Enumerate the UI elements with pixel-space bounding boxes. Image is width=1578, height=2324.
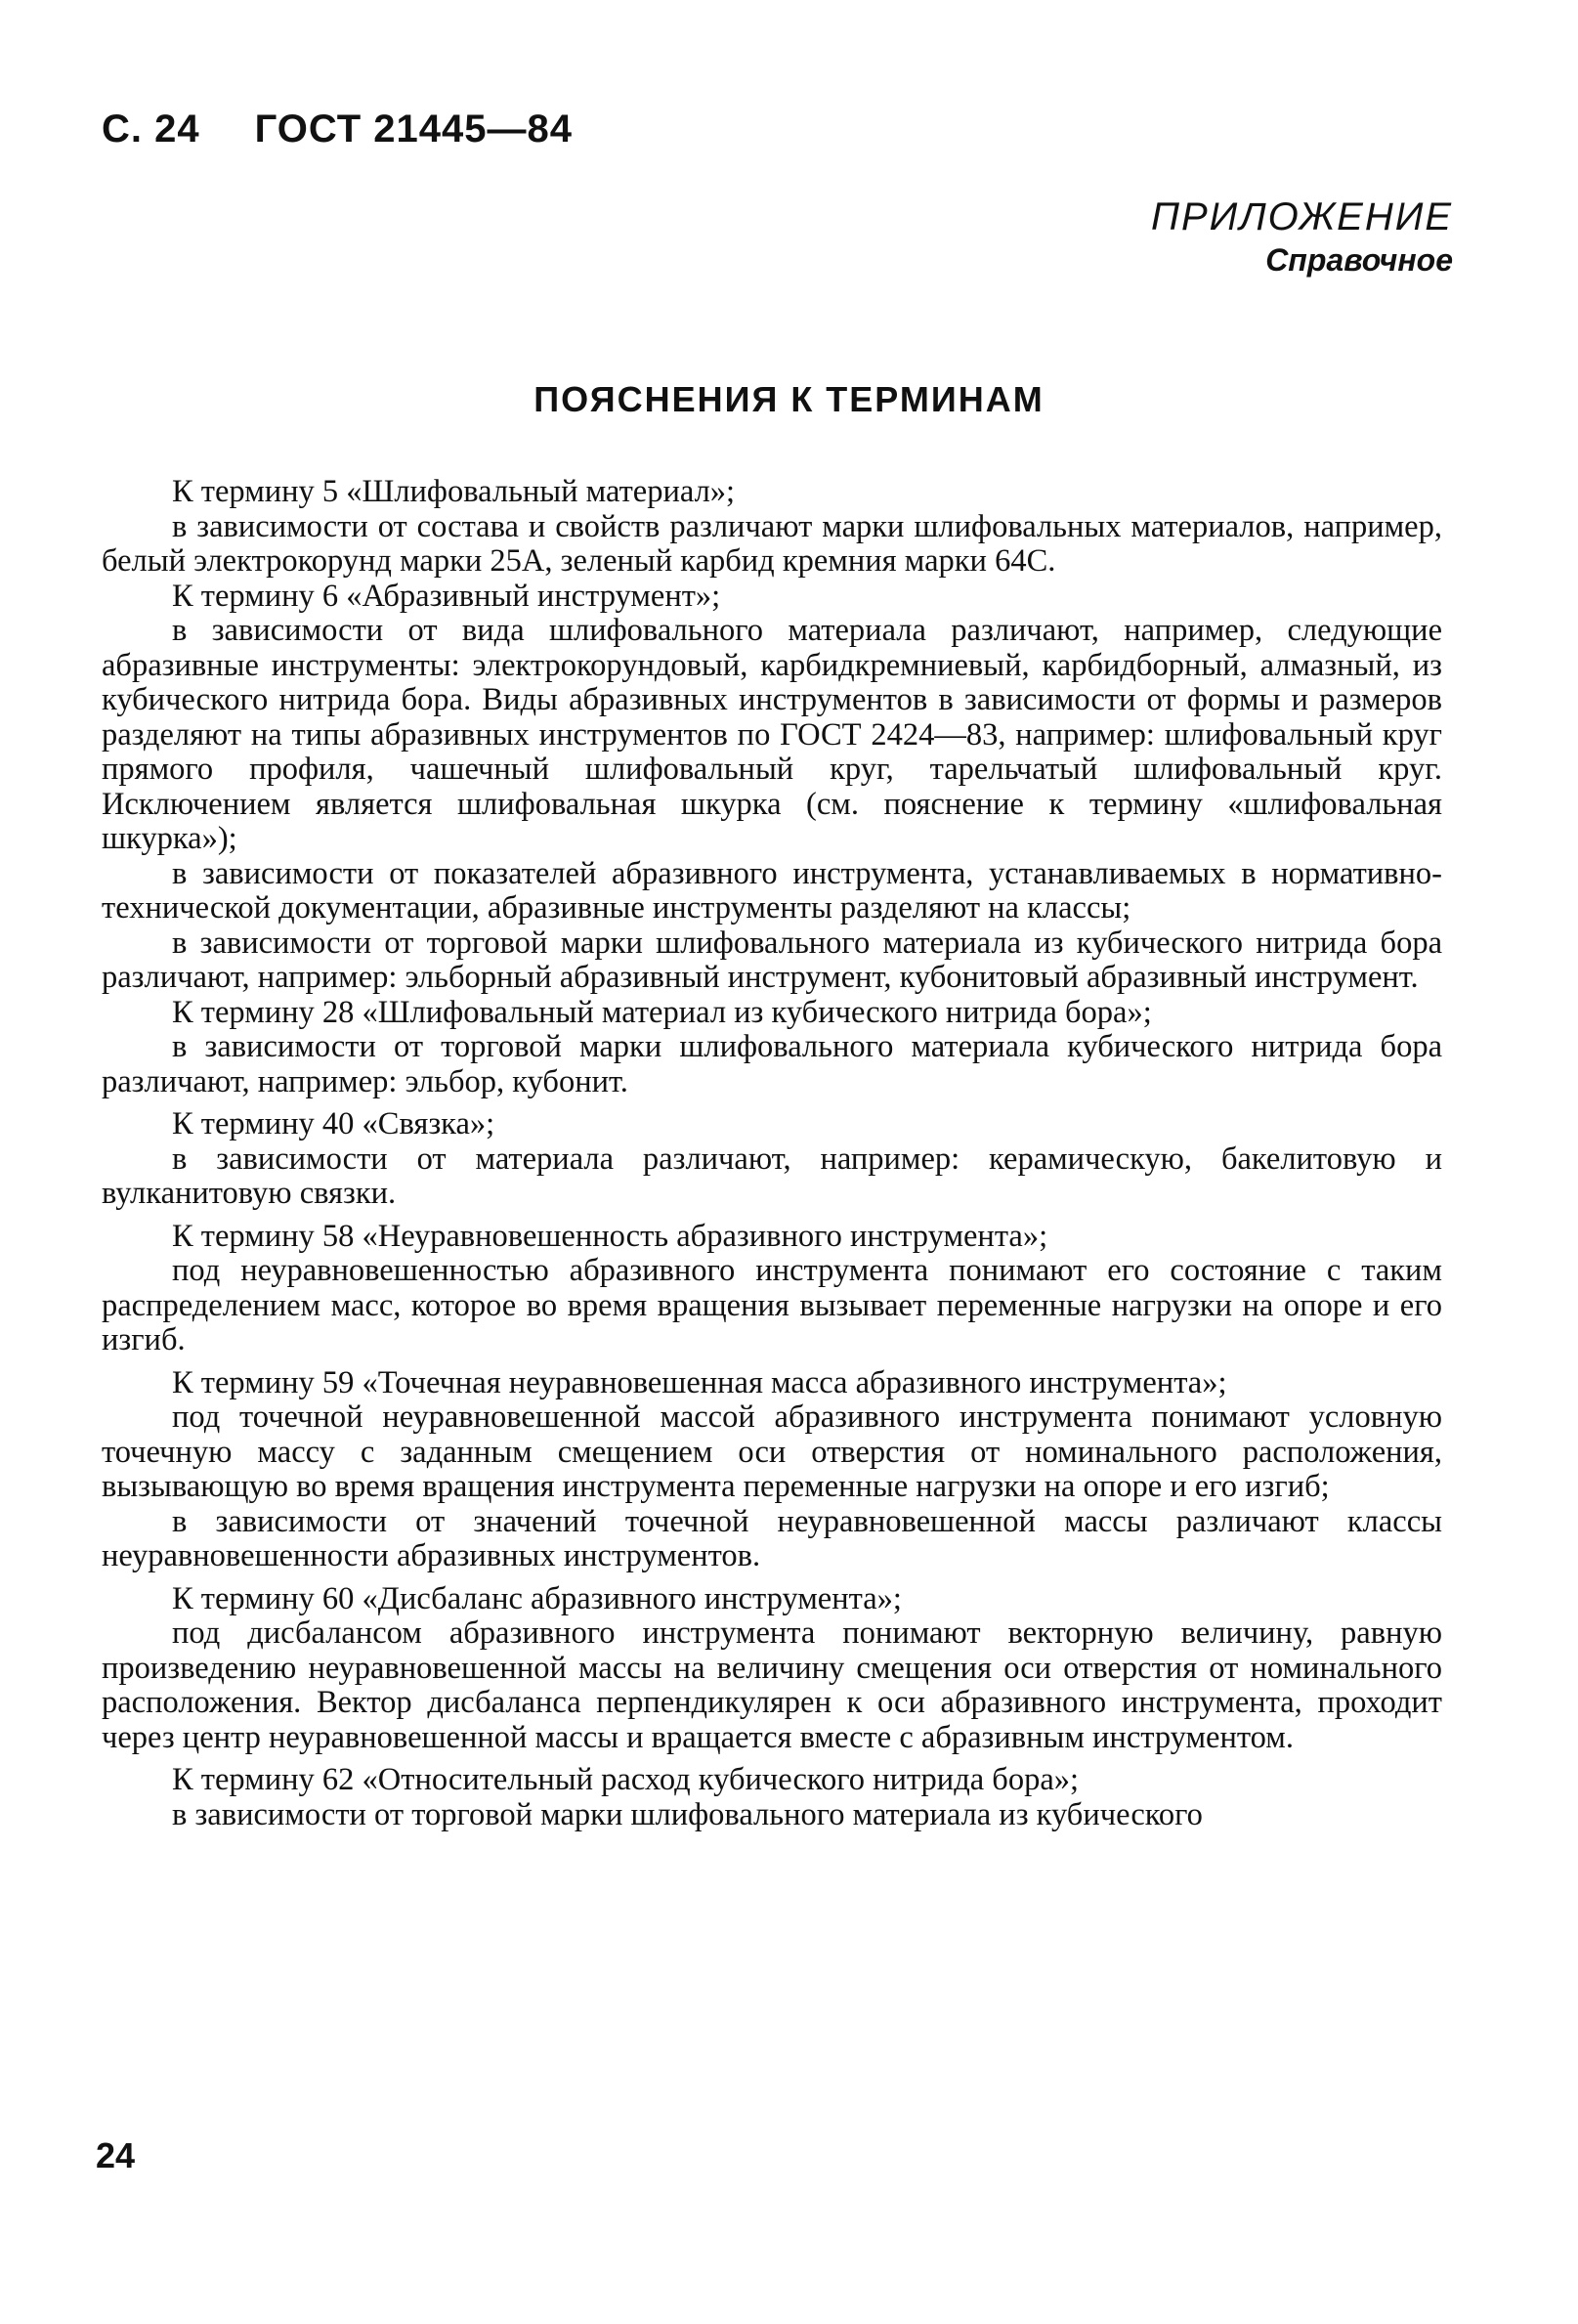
term-explanation: в зависимости от показателей абразивного инструмента, устанавливаемых в нормативно-технической документации, абразивные инструменты разделяют на классы; — [102, 855, 1442, 925]
term-explanation: в зависимости от материала различают, например: керамическую, бакелитовую и вулканитовую связки. — [102, 1140, 1442, 1211]
term-explanation: под точечной неуравновешенной массой абразивного инструмента понимают условную точечную массу с заданным смещением оси отверстия от номинального расположения, вызывающую во время вращения инструмента переменные нагрузки на опоре и его изгиб; — [102, 1399, 1442, 1504]
term-explanation: в зависимости от торговой марки шлифовального материала из кубического — [172, 1796, 1203, 1832]
term-explanation: в зависимости от состава и свойств различают марки шлифовальных материалов, например, белый электрокорунд марки 25А, зеленый карбид кремния марки 64С. — [102, 508, 1442, 579]
body-text — [102, 475, 1442, 1832]
term-explanation: в зависимости от значений точечной неуравновешенной массы различают классы неуравновешенности абразивных инструментов. — [102, 1503, 1442, 1573]
term-heading: К термину 59 «Точечная неуравновешенная масса абразивного инструмента»; — [172, 1364, 1227, 1400]
standard-number: ГОСТ 21445—84 — [254, 108, 574, 151]
term-explanation: в зависимости от вида шлифовального материала различают, например, следующие абразивные инструменты: электрокорундовый, карбидкремниевый, карбидборный, алмазный, из кубического нитрида бора. Виды абразивных инструментов в зависимости от формы и размеров разделяют на типы абразивных инструментов по ГОСТ 2424—83, например: шлифовальный круг прямого профиля, чашечный шлифовальный круг, тарельчатый шлифовальный круг. Исключением является шлифовальная шкурка (см. пояснение к термину «шлифовальная шкурка»); — [102, 613, 1442, 856]
term-explanation: в зависимости от торговой марки шлифовального материала из кубического нитрида бора различают, например: эльборный абразивный инструмент, кубонитовый абразивный инструмент. — [102, 925, 1442, 995]
term-heading: К термину 6 «Абразивный инструмент»; — [172, 578, 721, 614]
term-heading: К термину 40 «Связка»; — [172, 1106, 495, 1141]
page-number: 24 — [96, 2135, 136, 2175]
term-explanation: под неуравновешенностью абразивного инструмента понимают его состояние с таким распределением масс, которое во время вращения вызывает переменные нагрузки на опоре и его изгиб. — [102, 1253, 1442, 1357]
term-heading: К термину 28 «Шлифовальный материал из кубического нитрида бора»; — [172, 994, 1152, 1030]
appendix-title: ПРИЛОЖЕНИЕ — [1150, 195, 1453, 238]
appendix-subtitle: Справочное — [1265, 242, 1453, 278]
term-heading: К термину 60 «Дисбаланс абразивного инструмента»; — [172, 1580, 902, 1616]
section-title: ПОЯСНЕНИЯ К ТЕРМИНАМ — [533, 379, 1045, 419]
term-heading: К термину 58 «Неуравновешенность абразивного инструмента»; — [172, 1218, 1048, 1254]
term-explanation: в зависимости от торговой марки шлифовального материала кубического нитрида бора различают, например: эльбор, кубонит. — [102, 1029, 1442, 1099]
term-heading: К термину 62 «Относительный расход кубического нитрида бора»; — [172, 1762, 1080, 1797]
page-label: С. 24 — [102, 108, 200, 151]
term-explanation: под дисбалансом абразивного инструмента понимают векторную величину, равную произведению неуравновешенной массы на величину смещения оси отверстия от номинального расположения. Вектор дисбаланса перпендикулярен к оси абразивного инструмента, проходит через центр неуравновешенной массы и вращается вместе с абразивным инструментом. — [102, 1615, 1442, 1755]
page-header — [102, 108, 573, 151]
term-heading: К термину 5 «Шлифовальный материал»; — [172, 474, 736, 509]
